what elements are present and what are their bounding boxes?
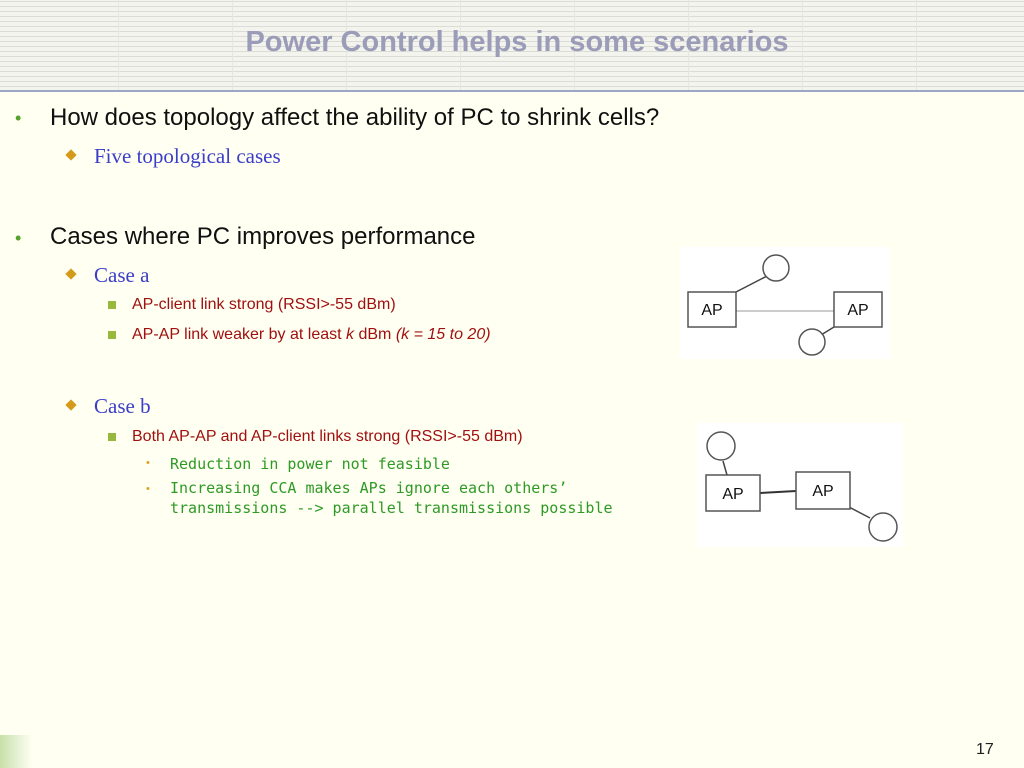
topology-diagram-case-b bbox=[697, 423, 903, 547]
case-a-item-2-prefix: AP-AP link weaker by at least bbox=[132, 326, 347, 343]
ap-label: AP bbox=[701, 302, 723, 319]
bullet-topology-question: How does topology affect the ability of PC to shrink cells? bbox=[50, 104, 660, 131]
client-node bbox=[869, 513, 897, 541]
title-rule bbox=[0, 90, 1024, 92]
case-b-title: Case b bbox=[94, 394, 151, 418]
case-a-item-2-unit: dBm bbox=[354, 326, 396, 343]
case-a-title: Case a bbox=[94, 263, 150, 287]
corner-decoration bbox=[0, 735, 32, 768]
topology-diagram-case-a bbox=[680, 247, 890, 359]
case-a-item-2-k: k bbox=[346, 326, 355, 343]
slide-title: Power Control helps in some scenarios bbox=[245, 26, 789, 58]
page-number: 17 bbox=[976, 741, 994, 758]
case-a-item-2-range: (k = 15 to 20) bbox=[395, 326, 491, 343]
client-node bbox=[799, 329, 825, 355]
square-bullet-icon bbox=[108, 301, 116, 309]
bullet-dot-icon: • bbox=[15, 228, 22, 248]
client-node bbox=[763, 255, 789, 281]
ap-label: AP bbox=[847, 302, 869, 319]
ap-label: AP bbox=[812, 483, 834, 500]
bullet-pc-improves: Cases where PC improves performance bbox=[50, 223, 476, 250]
case-a-item-1: AP-client link strong (RSSI>-55 dBm) bbox=[132, 296, 396, 313]
square-bullet-icon bbox=[108, 331, 116, 339]
case-b-item-1: Both AP-AP and AP-client links strong (RSSI>-55 dBm) bbox=[132, 428, 523, 445]
diamond-bullet-icon bbox=[65, 399, 76, 410]
bullet-five-cases: Five topological cases bbox=[94, 144, 281, 168]
case-b-sub-1: Reduction in power not feasible bbox=[170, 455, 450, 473]
case-a-item-2 bbox=[132, 326, 491, 344]
small-dot-bullet-icon: • bbox=[146, 483, 150, 495]
small-dot-bullet-icon: • bbox=[146, 457, 150, 469]
ap-label: AP bbox=[722, 486, 744, 503]
diamond-bullet-icon bbox=[65, 149, 76, 160]
bullet-dot-icon: • bbox=[15, 108, 22, 128]
client-node bbox=[707, 432, 735, 460]
case-b-sub-2: Increasing CCA makes APs ignore each others’ transmissions --> parallel transmissions possible bbox=[170, 479, 613, 517]
square-bullet-icon bbox=[108, 433, 116, 441]
diamond-bullet-icon bbox=[65, 268, 76, 279]
